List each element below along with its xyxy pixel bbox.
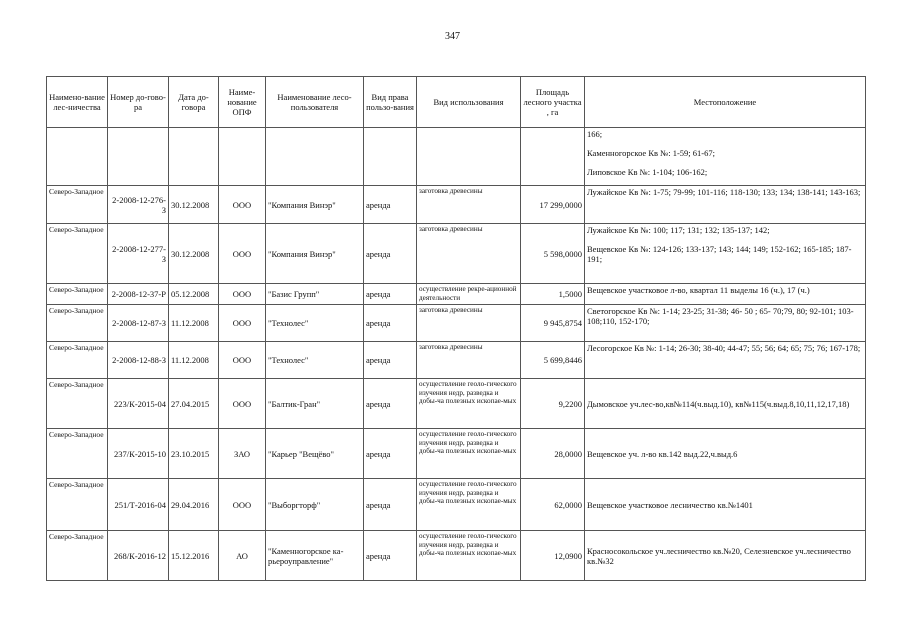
cell-forest-user: "Технолес"	[266, 305, 364, 342]
cell-area: 9,2200	[521, 379, 585, 429]
cell-right-type: аренда	[364, 342, 417, 379]
cell-forest-user: "Базис Групп"	[266, 284, 364, 305]
cell-forest-user: "Балтик-Гран"	[266, 379, 364, 429]
cell-forestry: Северо-Западное	[47, 284, 108, 305]
cell-opf: ООО	[219, 284, 266, 305]
table-row	[47, 186, 866, 224]
cell-forestry: Северо-Западное	[47, 479, 108, 531]
cell-contract-number: 2-2008-12-277-З	[108, 224, 169, 284]
cell-opf: ООО	[219, 305, 266, 342]
cell-area: 5 699,8446	[521, 342, 585, 379]
header-use-type: Вид использования	[417, 77, 521, 128]
location-line: Светогорское Кв №: 1-14; 23-25; 31-38; 46- 50 ; 65- 70;79, 80; 92-101; 103-108;110, 152-170;	[587, 306, 854, 326]
cell-contract-date: 23.10.2015	[169, 429, 219, 479]
location-line: Каменногорское Кв №: 1-59; 61-67;	[587, 148, 715, 158]
header-forest-user: Наименование лесо-пользователя	[266, 77, 364, 128]
cell-contract-number: 2-2008-12-37-Р	[108, 284, 169, 305]
cell-opf: ООО	[219, 342, 266, 379]
cell-opf: ООО	[219, 379, 266, 429]
cell-right-type: аренда	[364, 305, 417, 342]
cell-forest-user: "Компания Винэр"	[266, 186, 364, 224]
cell-opf: АО	[219, 531, 266, 581]
table-row	[47, 531, 866, 581]
cell-use-type: осуществление геоло-гического изучения недр, разведка и добы-ча полезных ископае-мых	[417, 379, 521, 429]
table-row	[47, 224, 866, 284]
cell-area: 62,0000	[521, 479, 585, 531]
cell-contract-date: 15.12.2016	[169, 531, 219, 581]
cell-forest-user: "Карьер "Вещёво"	[266, 429, 364, 479]
cell-forest-user: "Каменногорское ка-рьероуправление"	[266, 531, 364, 581]
header-contract-number: Номер до-гово-ра	[108, 77, 169, 128]
location-line: Лужайское Кв №: 100; 117; 131; 132; 135-137; 142;	[587, 225, 770, 235]
cell-contract-date: 11.12.2008	[169, 305, 219, 342]
cell-use-type: осуществление геоло-гического изучения недр, разведка и добы-ча полезных ископае-мых	[417, 429, 521, 479]
cell-contract-number: 268/К-2016-12	[108, 531, 169, 581]
cell-location	[585, 379, 866, 429]
cell-location	[585, 479, 866, 531]
continuation-row	[47, 128, 866, 186]
cell-opf: ООО	[219, 224, 266, 284]
cell-right-type: аренда	[364, 284, 417, 305]
location-line: 166;	[587, 129, 603, 139]
location-line: Дымовское уч.лес-во,кв№114(ч.выд.10), кв№115(ч.выд.8,10,11,12,17,18)	[587, 398, 850, 409]
continuation-location	[585, 128, 866, 186]
cell-area: 28,0000	[521, 429, 585, 479]
cell-forestry: Северо-Западное	[47, 429, 108, 479]
cell-forestry: Северо-Западное	[47, 305, 108, 342]
table-row	[47, 429, 866, 479]
cell-location	[585, 284, 866, 305]
header-area: Площадь лесного участка , га	[521, 77, 585, 128]
cell-area: 9 945,8754	[521, 305, 585, 342]
page-number: 347	[445, 31, 460, 42]
cell-contract-date: 30.12.2008	[169, 224, 219, 284]
cell-right-type: аренда	[364, 531, 417, 581]
cell-forestry: Северо-Западное	[47, 186, 108, 224]
cell-use-type: осуществление геоло-гического изучения недр, разведка и добы-ча полезных ископае-мых	[417, 479, 521, 531]
table-row	[47, 284, 866, 305]
cell-location	[585, 186, 866, 224]
header-row	[47, 77, 866, 128]
location-line: Красносокольское уч.лесничество кв.№20, Селезневское уч.лесничество кв.№32	[587, 545, 851, 566]
cell-location	[585, 429, 866, 479]
cell-use-type: заготовка древесины	[417, 224, 521, 284]
cell-contract-number: 2-2008-12-276-З	[108, 186, 169, 224]
cell-area: 5 598,0000	[521, 224, 585, 284]
cell-forestry: Северо-Западное	[47, 224, 108, 284]
cell-contract-number: 2-2008-12-87-З	[108, 305, 169, 342]
cell-contract-number: 223/К-2015-04	[108, 379, 169, 429]
table-row	[47, 479, 866, 531]
cell-use-type: заготовка древесины	[417, 342, 521, 379]
cell-opf: ООО	[219, 186, 266, 224]
cell-contract-date: 05.12.2008	[169, 284, 219, 305]
cell-area: 17 299,0000	[521, 186, 585, 224]
table-row	[47, 305, 866, 342]
cell-right-type: аренда	[364, 379, 417, 429]
cell-contract-number: 2-2008-12-88-З	[108, 342, 169, 379]
cell-use-type: осуществление рекре-ационной деятельности	[417, 284, 521, 305]
location-line: Лужайское Кв №: 1-75; 79-99; 101-116; 118-130; 133; 134; 138-141; 143-163;	[587, 187, 861, 197]
cell-forest-user: "Компания Винэр"	[266, 224, 364, 284]
cell-use-type: заготовка древесины	[417, 186, 521, 224]
cell-contract-number: 237/К-2015-10	[108, 429, 169, 479]
cell-contract-date: 30.12.2008	[169, 186, 219, 224]
header-location: Местоположение	[585, 77, 866, 128]
cell-location	[585, 342, 866, 379]
cell-contract-date: 29.04.2016	[169, 479, 219, 531]
cell-area: 1,5000	[521, 284, 585, 305]
cell-opf: ЗАО	[219, 429, 266, 479]
cell-location	[585, 224, 866, 284]
cell-forestry: Северо-Западное	[47, 379, 108, 429]
header-forestry: Наимено-вание лес-ничества	[47, 77, 108, 128]
cell-area: 12,0900	[521, 531, 585, 581]
table-row	[47, 342, 866, 379]
cell-forestry: Северо-Западное	[47, 342, 108, 379]
header-opf: Наиме-нование ОПФ	[219, 77, 266, 128]
lease-table	[46, 76, 866, 581]
cell-opf: ООО	[219, 479, 266, 531]
location-line: Вещевское Кв №: 124-126; 133-137; 143; 144; 149; 152-162; 165-185; 187-191;	[587, 244, 852, 264]
cell-use-type: осуществление геоло-гического изучения недр, разведка и добы-ча полезных ископае-мых	[417, 531, 521, 581]
cell-location	[585, 305, 866, 342]
location-line: Вещевское участковое лесничество кв.№1401	[587, 499, 753, 510]
header-right-type: Вид права пользо-вания	[364, 77, 417, 128]
cell-contract-date: 11.12.2008	[169, 342, 219, 379]
location-line: Вещевское уч. л-во кв.142 выд.22,ч.выд.6	[587, 448, 738, 459]
cell-right-type: аренда	[364, 429, 417, 479]
cell-use-type: заготовка древесины	[417, 305, 521, 342]
cell-contract-number: 251/Т-2016-04	[108, 479, 169, 531]
cell-forestry: Северо-Западное	[47, 531, 108, 581]
cell-location	[585, 531, 866, 581]
table-row	[47, 379, 866, 429]
cell-forest-user: "Выборгторф"	[266, 479, 364, 531]
location-line: Вещевское участковое л-во, квартал 11 выделы 16 (ч.), 17 (ч.)	[587, 285, 810, 295]
cell-right-type: аренда	[364, 479, 417, 531]
cell-forest-user: "Технолес"	[266, 342, 364, 379]
header-contract-date: Дата до-говора	[169, 77, 219, 128]
cell-right-type: аренда	[364, 186, 417, 224]
cell-contract-date: 27.04.2015	[169, 379, 219, 429]
cell-right-type: аренда	[364, 224, 417, 284]
location-line: Лесогорское Кв №: 1-14; 26-30; 38-40; 44-47; 55; 56; 64; 65; 75; 76; 167-178;	[587, 343, 861, 353]
location-line: Липовское Кв №: 1-104; 106-162;	[587, 167, 708, 177]
